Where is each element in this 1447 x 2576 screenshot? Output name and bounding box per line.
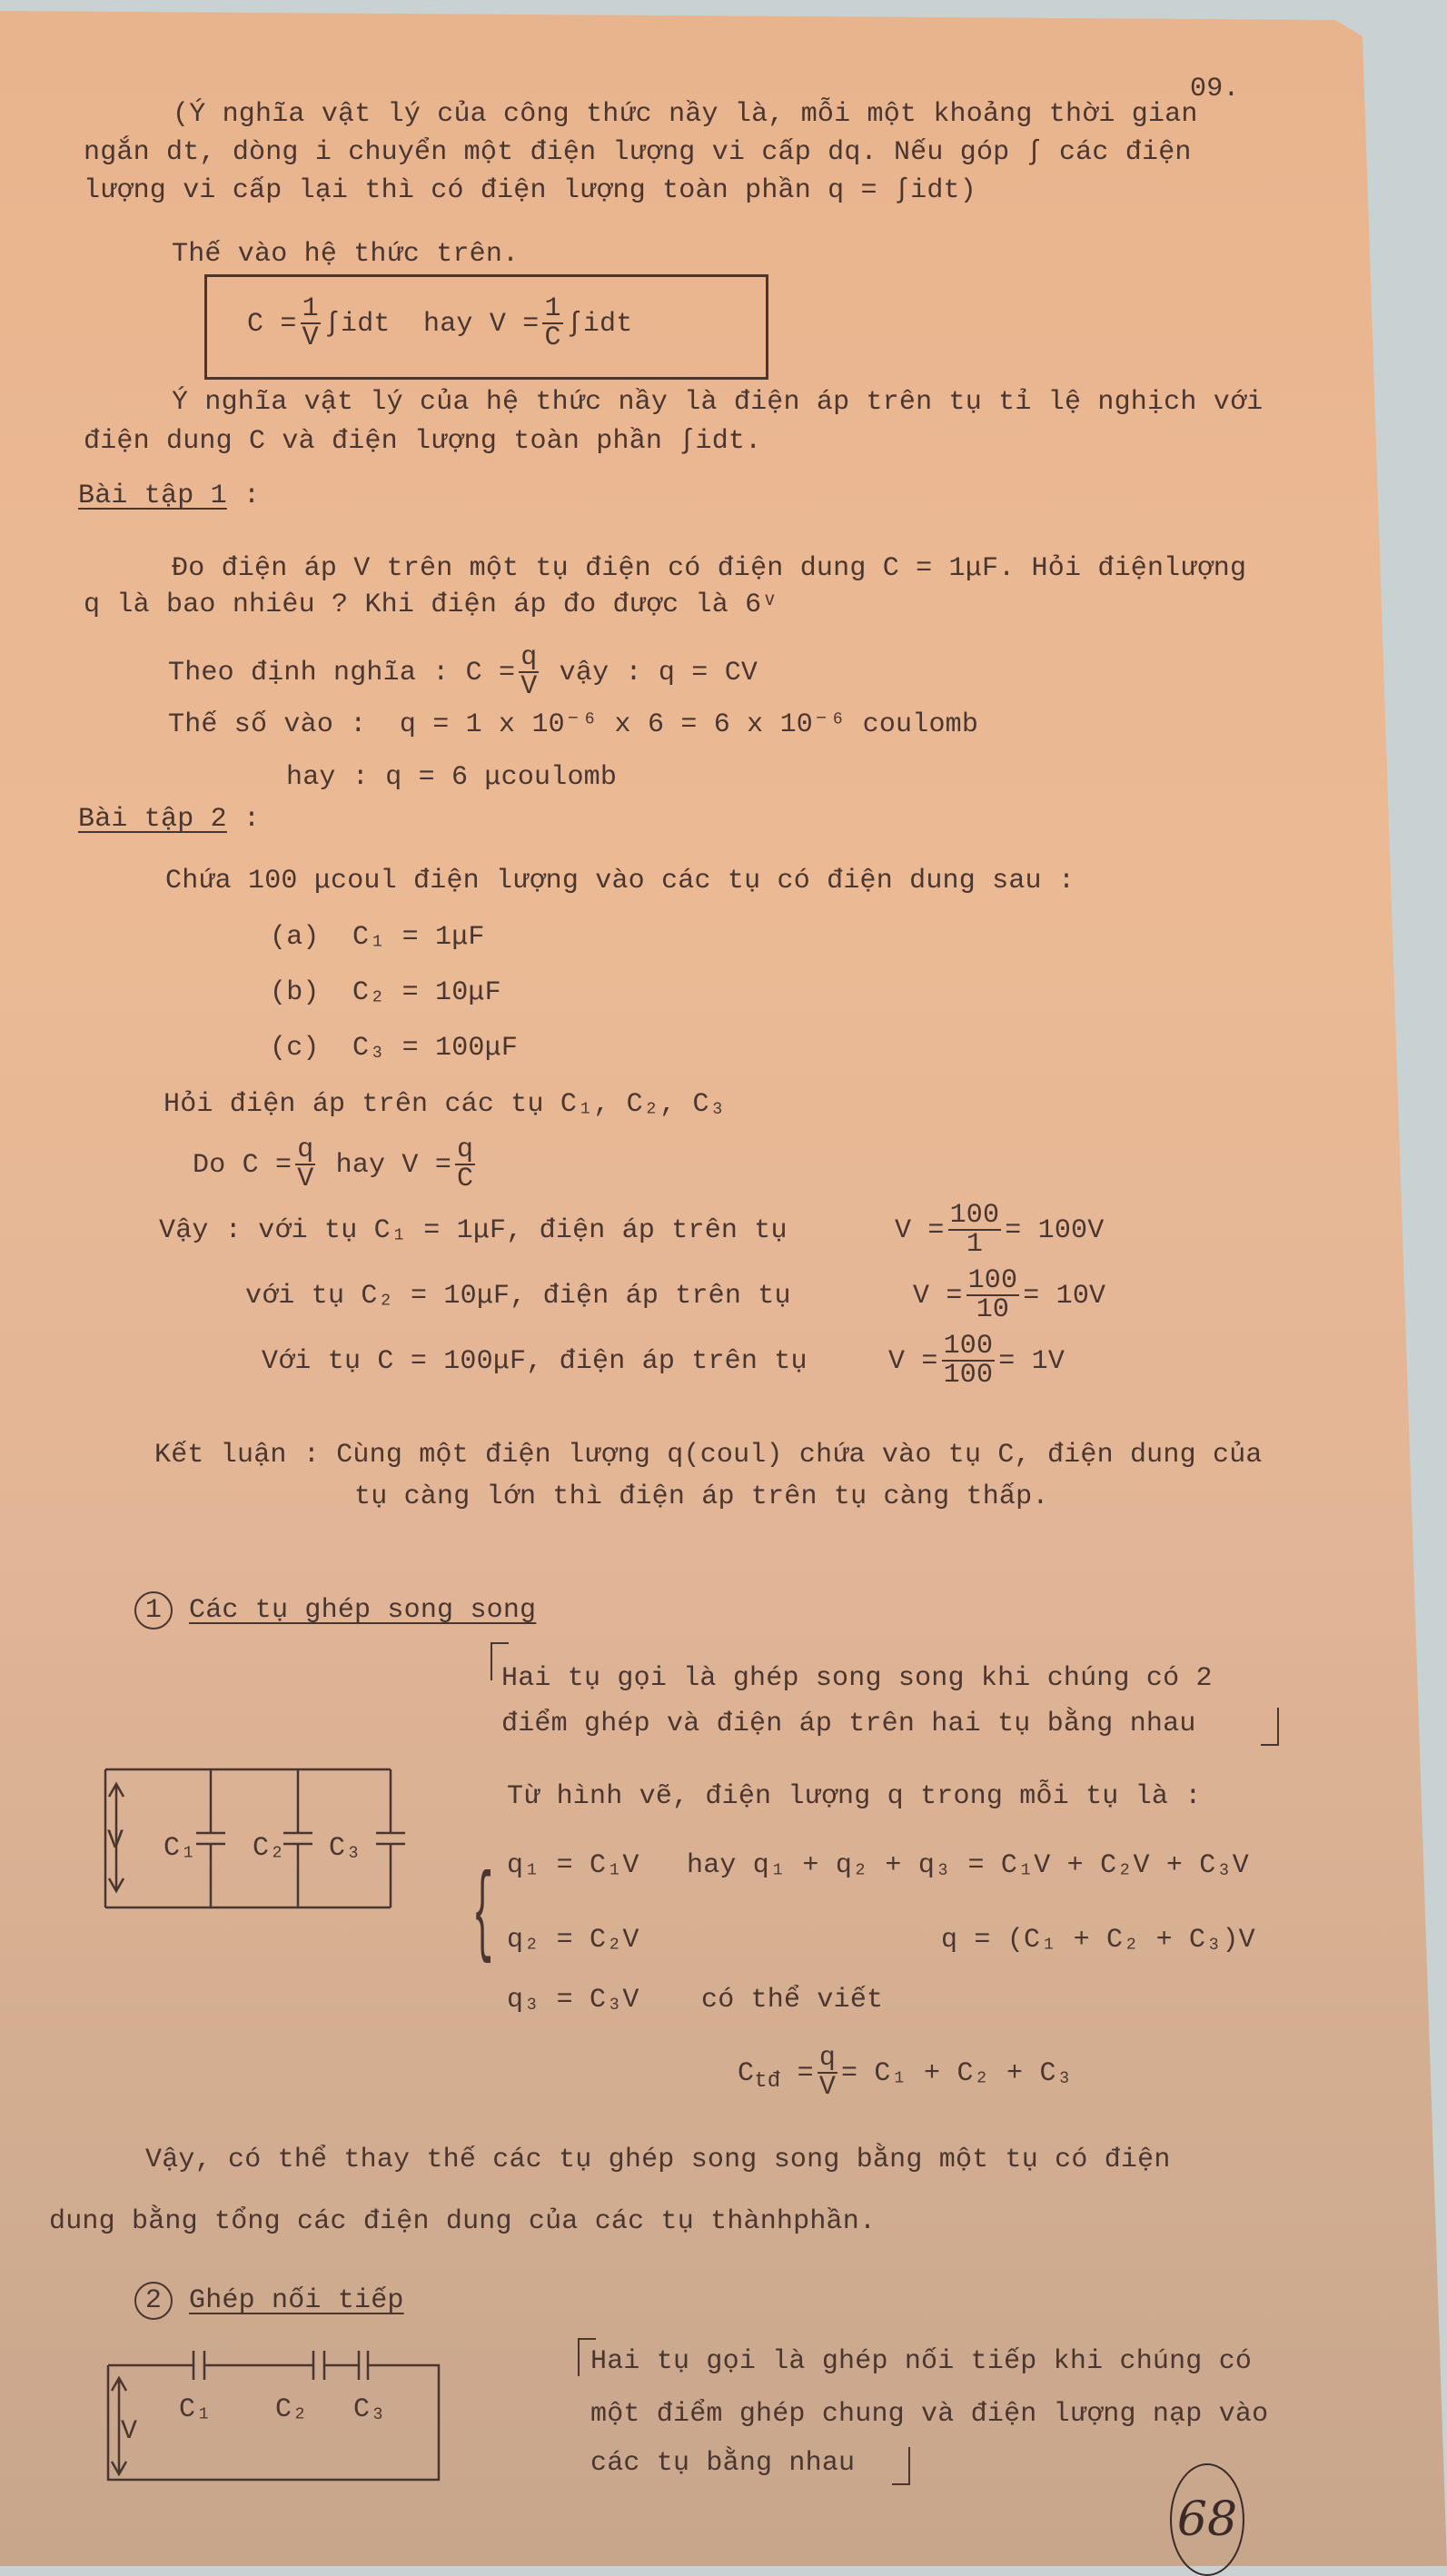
denominator: C bbox=[544, 322, 561, 354]
exercise1-heading bbox=[78, 480, 260, 512]
formula-text: Theo định nghĩa : C = bbox=[168, 658, 516, 689]
diagram-label-c2: C₂ bbox=[253, 1833, 286, 1864]
intro-line: (Ý nghĩa vật lý của công thức nầy là, mỗi một khoảng thời gian bbox=[173, 99, 1198, 130]
diagram-label-c3: C₃ bbox=[353, 2394, 387, 2425]
conclusion-line: tụ càng lớn thì điện áp trên tụ càng thấp. bbox=[354, 1481, 1049, 1512]
meaning-line: Ý nghĩa vật lý của hệ thức nầy là điện áp trên tụ tỉ lệ nghịch với bbox=[172, 387, 1264, 418]
numerator: q bbox=[818, 2043, 837, 2075]
formula-text: V = bbox=[913, 1281, 963, 1312]
section2-definition: Hai tụ gọi là ghép nối tiếp khi chúng có bbox=[590, 2346, 1253, 2377]
equation-total: q = (C₁ + C₂ + C₃)V bbox=[941, 1925, 1255, 1956]
fraction bbox=[301, 295, 321, 352]
from-figure-text: Từ hình vẽ, điện lượng q trong mỗi tụ là : bbox=[507, 1781, 1202, 1812]
numerator: q bbox=[457, 1134, 474, 1166]
formula-text: ∫idt bbox=[566, 309, 633, 340]
capacitor-item: (a) C₁ = 1μF bbox=[270, 922, 485, 953]
intro-line: lượng vi cấp lại thì có điện lượng toàn phần q = ∫idt) bbox=[84, 175, 976, 206]
subscript: tđ bbox=[754, 2069, 781, 2094]
fraction bbox=[519, 642, 539, 703]
section1-definition: điểm ghép và điện áp trên hai tụ bằng nhau bbox=[501, 1709, 1196, 1739]
fraction bbox=[942, 1331, 996, 1392]
denominator: V bbox=[818, 2072, 837, 2104]
colon: : bbox=[226, 804, 261, 835]
formula-text: = C₁ + C₂ + C₃ bbox=[841, 2058, 1073, 2089]
exercise1-definition bbox=[168, 643, 758, 703]
substitute-text: Thế vào hệ thức trên. bbox=[172, 239, 520, 270]
numerator: q bbox=[520, 642, 538, 674]
denominator: V bbox=[297, 1164, 314, 1195]
denominator: 100 bbox=[943, 1360, 994, 1392]
definition-close-bracket bbox=[892, 2447, 910, 2485]
can-write-text: có thể viết bbox=[701, 1985, 884, 2016]
series-capacitor-diagram bbox=[95, 2343, 459, 2498]
denominator: C bbox=[457, 1164, 474, 1195]
denominator: V bbox=[520, 671, 538, 703]
answer-value: = 100V bbox=[1005, 1215, 1105, 1246]
diagram-label-v: V bbox=[121, 2416, 138, 2447]
handwritten-folio-number: 68 bbox=[1170, 2463, 1244, 2576]
formula-text: Do C = bbox=[193, 1150, 292, 1181]
exercise2-title: Bài tập 2 bbox=[78, 804, 227, 835]
diagram-label-c2: C₂ bbox=[275, 2394, 309, 2425]
capacitor-item: (b) C₂ = 10μF bbox=[270, 977, 501, 1008]
meaning-line: điện dung C và điện lượng toàn phần ∫idt. bbox=[84, 426, 762, 457]
equation-q3: q₃ = C₃V bbox=[507, 1985, 639, 2016]
answer-text: với tụ C₂ = 10μF, điện áp trên tụ bbox=[245, 1281, 791, 1312]
exercise1-problem: q là bao nhiêu ? Khi điện áp đo được là 6ᵛ bbox=[84, 590, 778, 620]
exercise2-prompt: Chứa 100 μcoul điện lượng vào các tụ có điện dung sau : bbox=[165, 866, 1075, 897]
diagram-label-c3: C₃ bbox=[329, 1833, 362, 1864]
summary-line: Vậy, có thể thay thế các tụ ghép song song bằng một tụ có điện bbox=[145, 2145, 1171, 2175]
capacitor-item: (c) C₃ = 100μF bbox=[270, 1033, 519, 1064]
fraction bbox=[542, 295, 562, 352]
diagram-label-c1: C₁ bbox=[179, 2394, 213, 2425]
formula-text: V = bbox=[895, 1215, 945, 1246]
answer-row bbox=[262, 1332, 1065, 1392]
section-number-circle: 1 bbox=[134, 1591, 173, 1630]
answer-value: = 10V bbox=[1023, 1281, 1106, 1312]
equation-q2: q₂ = C₂V bbox=[507, 1925, 639, 1956]
exercise1-result: hay : q = 6 μcoulomb bbox=[286, 762, 618, 793]
formula-text: C = bbox=[247, 309, 297, 340]
fraction bbox=[295, 1136, 315, 1193]
numerator: q bbox=[297, 1134, 314, 1166]
formula-capacitance bbox=[247, 292, 632, 356]
brace: { bbox=[472, 1859, 494, 1973]
fraction bbox=[455, 1136, 475, 1193]
formula-text: vậy : q = CV bbox=[559, 658, 758, 689]
summary-line: dung bằng tổng các điện dung của các tụ thànhphần. bbox=[49, 2206, 877, 2237]
section1-title: Các tụ ghép song song bbox=[189, 1595, 537, 1626]
numerator: 1 bbox=[544, 293, 561, 325]
fraction bbox=[948, 1200, 1002, 1261]
diagram-label-v: V bbox=[107, 1826, 124, 1857]
equivalent-capacitance bbox=[738, 2044, 1073, 2112]
denominator: 1 bbox=[966, 1229, 984, 1261]
conclusion-line: Kết luận : Cùng một điện lượng q(coul) chứa vào tụ C, điện dung của bbox=[154, 1440, 1263, 1471]
page-number: 09. bbox=[1190, 74, 1240, 104]
fraction bbox=[818, 2043, 837, 2104]
definition-close-bracket bbox=[1261, 1708, 1279, 1746]
exercise2-heading bbox=[78, 803, 260, 836]
fraction bbox=[966, 1265, 1020, 1326]
colon: : bbox=[226, 481, 261, 511]
section2-definition: các tụ bằng nhau bbox=[590, 2448, 856, 2479]
answer-row bbox=[245, 1266, 1105, 1326]
answer-row bbox=[159, 1201, 1104, 1261]
denominator: V bbox=[302, 322, 319, 354]
formula-text: V = bbox=[888, 1346, 938, 1377]
parallel-capacitor-diagram bbox=[91, 1753, 418, 1953]
section1-heading bbox=[134, 1591, 536, 1630]
exercise1-title: Bài tập 1 bbox=[78, 481, 227, 511]
exercise1-substitution: Thế số vào : q = 1 x 10⁻⁶ x 6 = 6 x 10⁻⁶ coulomb bbox=[168, 709, 979, 740]
exercise2-formula bbox=[193, 1135, 479, 1195]
diagram-label-c1: C₁ bbox=[164, 1833, 197, 1864]
formula-text: hay V = bbox=[335, 1150, 452, 1181]
section2-title: Ghép nối tiếp bbox=[189, 2285, 404, 2316]
equation-sum: hay q₁ + q₂ + q₃ = C₁V + C₂V + C₃V bbox=[687, 1850, 1249, 1881]
answer-text: Vậy : với tụ C₁ = 1μF, điện áp trên tụ bbox=[159, 1215, 788, 1246]
section2-definition: một điểm ghép chung và điện lượng nạp vào bbox=[590, 2399, 1269, 2430]
exercise2-question: Hỏi điện áp trên các tụ C₁, C₂, C₃ bbox=[164, 1089, 726, 1120]
intro-line: ngắn dt, dòng i chuyển một điện lượng vi cấp dq. Nếu góp ∫ các điện bbox=[84, 137, 1192, 168]
formula-text: C bbox=[738, 2058, 755, 2089]
denominator: 10 bbox=[976, 1294, 1010, 1326]
numerator: 100 bbox=[943, 1331, 994, 1362]
numerator: 100 bbox=[967, 1265, 1018, 1297]
section-number-circle: 2 bbox=[134, 2282, 173, 2320]
answer-value: = 1V bbox=[998, 1346, 1065, 1377]
section1-definition: Hai tụ gọi là ghép song song khi chúng có 2 bbox=[501, 1663, 1213, 1694]
numerator: 100 bbox=[949, 1200, 1000, 1232]
numerator: 1 bbox=[302, 293, 319, 325]
exercise1-problem: Đo điện áp V trên một tụ điện có điện dung C = 1μF. Hỏi điệnlượng bbox=[172, 553, 1247, 584]
formula-text: ∫idt hay V = bbox=[323, 309, 540, 340]
section2-heading bbox=[134, 2282, 404, 2320]
formula-text: = bbox=[797, 2058, 814, 2089]
answer-text: Với tụ C = 100μF, điện áp trên tụ bbox=[262, 1346, 808, 1377]
equation-q1: q₁ = C₁V bbox=[507, 1850, 639, 1881]
